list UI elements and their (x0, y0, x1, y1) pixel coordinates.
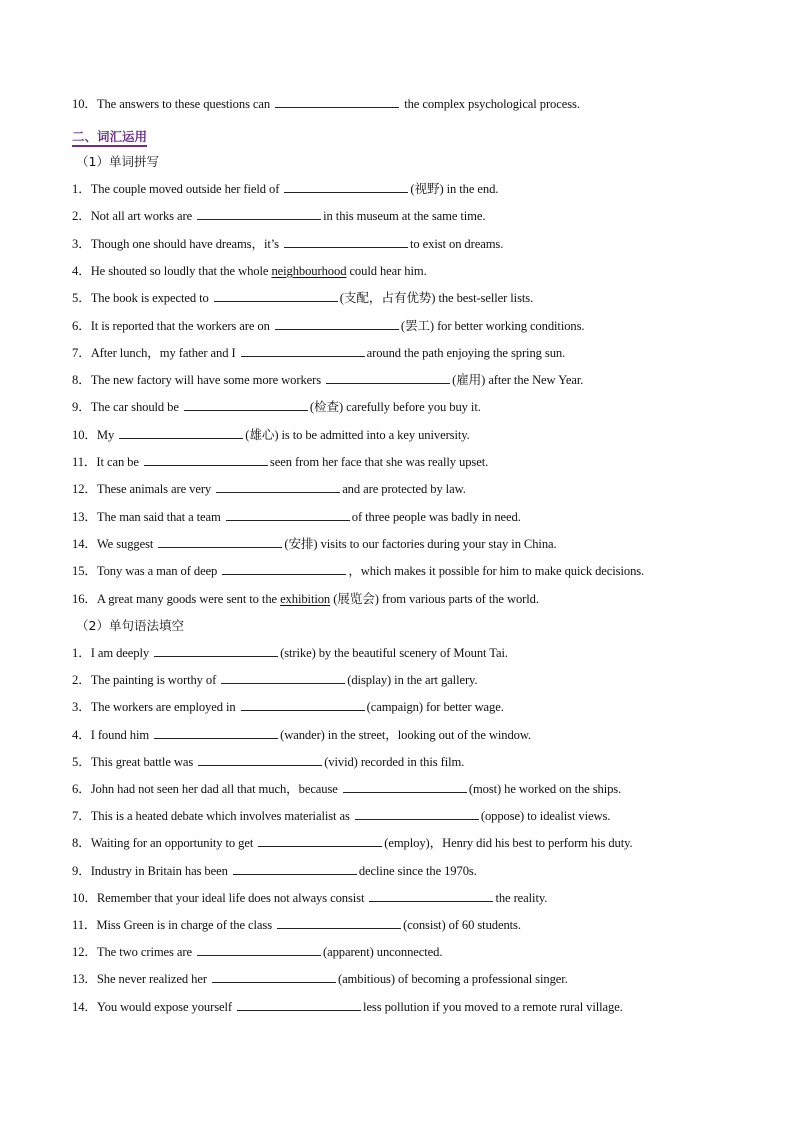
exercise-item (72, 454, 488, 470)
item-text-after: (展览会) from various parts of the world. (330, 591, 539, 606)
exercise-item (72, 591, 539, 607)
item-text-before: 1．I am deeply (72, 646, 153, 660)
item-text-before: 3．Though one should have dreams，it’s (72, 236, 283, 251)
answer-blank[interactable] (222, 563, 346, 575)
exercise-item (72, 999, 623, 1015)
answer-blank[interactable] (216, 481, 340, 493)
item-text-after: (oppose) to idealist views. (480, 809, 611, 824)
item-text-before: 13．The man said that a team (72, 509, 224, 524)
exercise-item (72, 345, 565, 361)
exercise-item (72, 944, 442, 960)
exercise-item (72, 181, 498, 197)
item-text-after: (apparent) unconnected. (323, 945, 443, 960)
answer-blank[interactable] (284, 236, 408, 248)
item-text-before: 10．Remember that your ideal life does not always consist (72, 890, 368, 905)
exercise-item (72, 917, 521, 933)
item-text-before: 10．My (72, 427, 118, 442)
answer-blank[interactable] (158, 536, 282, 548)
answer-blank[interactable] (355, 808, 479, 820)
item-text-after: (罢工) for better working conditions. (400, 318, 585, 333)
item-text-after: decline since the 1970s. (358, 863, 477, 878)
item-text-after: less pollution if you moved to a remote rural village. (363, 999, 623, 1014)
item-text-before: 3．The workers are employed in (72, 700, 239, 715)
item-text-before: 9．The car should be (72, 400, 182, 415)
item-text-before: 11．It can be (72, 455, 142, 469)
exercise-item (72, 863, 477, 879)
item-text-before: 1．The couple moved outside her field of (72, 182, 283, 196)
item-text-before: 10．The answers to these questions can (72, 97, 274, 111)
answer-blank[interactable] (144, 454, 268, 466)
item-text-before: 2．The painting is worthy of (72, 673, 220, 688)
exercise-item (72, 672, 478, 688)
item-text-after: (ambitious) of becoming a professional singer. (337, 972, 568, 987)
item-text-before: 7．After lunch，my father and I (72, 345, 239, 360)
item-text-after: of three people was badly in need. (351, 509, 521, 524)
item-text-before: 4．He shouted so loudly that the whole (72, 263, 272, 278)
item-text-after: (most) he worked on the ships. (468, 782, 622, 796)
item-text-before: 6．It is reported that the workers are on (72, 318, 273, 333)
item-text-before: 15．Tony was a man of deep (72, 564, 221, 579)
item-text-after: (雄心) is to be admitted into a key university. (245, 427, 470, 442)
item-text-before: 8．The new factory will have some more workers (72, 373, 325, 388)
item-text-after: (employ)，Henry did his best to perform his duty. (384, 836, 633, 851)
part1-heading: （1）单词拼写 (76, 154, 159, 169)
answer-blank[interactable] (326, 372, 450, 384)
item-text-after: to exist on dreams. (410, 236, 504, 251)
item-text-after: in this museum at the same time. (323, 209, 486, 224)
answer-blank[interactable] (197, 944, 321, 956)
answer-blank[interactable] (237, 999, 361, 1011)
item-text-after: the reality. (495, 890, 548, 905)
answer-blank[interactable] (154, 645, 278, 657)
exercise-item (72, 536, 557, 552)
answer-blank[interactable] (343, 781, 467, 793)
item-text-after: (vivid) recorded in this film. (324, 754, 465, 769)
answer-blank[interactable] (197, 208, 321, 220)
exercise-item (72, 399, 481, 415)
exercise-item (72, 971, 568, 987)
item-text-after: (campaign) for better wage. (366, 700, 504, 715)
item-text-before: 12．The two crimes are (72, 945, 195, 960)
item-text-after: ，which makes it possible for him to make quick decisions. (348, 564, 645, 579)
item-text-before: 5．The book is expected to (72, 291, 212, 306)
answer-blank[interactable] (221, 672, 345, 684)
item-text-before: 12．These animals are very (72, 482, 215, 497)
answer-blank[interactable] (154, 727, 278, 739)
item-text-after: (display) in the art gallery. (347, 673, 478, 688)
exercise-item (72, 699, 504, 715)
answer-blank[interactable] (212, 971, 336, 983)
exercise-item (72, 263, 427, 279)
exercise-item (72, 481, 466, 497)
exercise-item (72, 427, 470, 443)
answer-blank[interactable] (233, 863, 357, 875)
answer-blank[interactable] (198, 754, 322, 766)
answer-blank[interactable] (214, 290, 338, 302)
item-text-before: 6．John had not seen her dad all that much，because (72, 782, 341, 796)
item-text-before: 2．Not all art works are (72, 209, 196, 224)
item-text-before: 16．A great many goods were sent to the (72, 591, 281, 606)
exercise-item (72, 808, 610, 824)
item-text-before: 8．Waiting for an opportunity to get (72, 836, 257, 851)
underlined-word: exhibition (280, 591, 331, 606)
item-text-after: seen from her face that she was really upset. (269, 455, 489, 469)
answer-blank[interactable] (277, 917, 401, 929)
item-text-after: could hear him. (346, 263, 427, 278)
exercise-item (72, 835, 633, 851)
item-text-before: 7．This is a heated debate which involves materialist as (72, 809, 353, 824)
answer-blank[interactable] (226, 509, 350, 521)
answer-blank[interactable] (275, 318, 399, 330)
answer-blank[interactable] (184, 399, 308, 411)
item-text-after: (检查) carefully before you buy it. (309, 400, 481, 415)
exercise-item (72, 509, 521, 525)
exercise-item (72, 645, 508, 661)
exercise-item (72, 318, 584, 334)
answer-blank[interactable] (241, 699, 365, 711)
exercise-item (72, 96, 580, 112)
item-text-before: 5．This great battle was (72, 754, 197, 769)
item-text-after: (支配，占有优势) the best-seller lists. (339, 291, 534, 306)
underlined-word: neighbourhood (271, 263, 347, 278)
item-text-before: 9．Industry in Britain has been (72, 863, 231, 878)
exercise-item (72, 372, 583, 388)
item-text-after: the complex psychological process. (401, 97, 580, 111)
answer-blank[interactable] (258, 835, 382, 847)
exercise-item (72, 290, 533, 306)
exercise-item (72, 781, 621, 797)
item-text-before: 13．She never realized her (72, 972, 210, 987)
exercise-item (72, 727, 531, 743)
item-text-after: (视野) in the end. (410, 182, 499, 196)
exercise-item (72, 563, 644, 579)
answer-blank[interactable] (369, 890, 493, 902)
item-text-before: 14．You would expose yourself (72, 999, 236, 1014)
item-text-after: (雇用) after the New Year. (452, 373, 584, 388)
item-text-before: 11．Miss Green is in charge of the class (72, 918, 276, 932)
exercise-item (72, 754, 464, 770)
exercise-item (72, 890, 547, 906)
exercise-item (72, 208, 485, 224)
item-text-after: (安排) visits to our factories during your stay in China. (284, 536, 557, 551)
answer-blank[interactable] (119, 427, 243, 439)
item-text-before: 14．We suggest (72, 536, 157, 551)
item-text-after: (strike) by the beautiful scenery of Mount Tai. (280, 646, 508, 660)
answer-blank[interactable] (241, 345, 365, 357)
answer-blank[interactable] (284, 181, 408, 193)
item-text-after: (consist) of 60 students. (403, 918, 521, 932)
part2-heading: （2）单句语法填空 (76, 618, 184, 633)
answer-blank[interactable] (275, 96, 399, 108)
section-title: 二、词汇运用 (72, 129, 147, 145)
item-text-before: 4．I found him (72, 727, 153, 742)
exercise-item (72, 236, 503, 252)
item-text-after: around the path enjoying the spring sun. (366, 345, 566, 360)
item-text-after: (wander) in the street，looking out of the window. (280, 727, 532, 742)
item-text-after: and are protected by law. (342, 482, 466, 497)
